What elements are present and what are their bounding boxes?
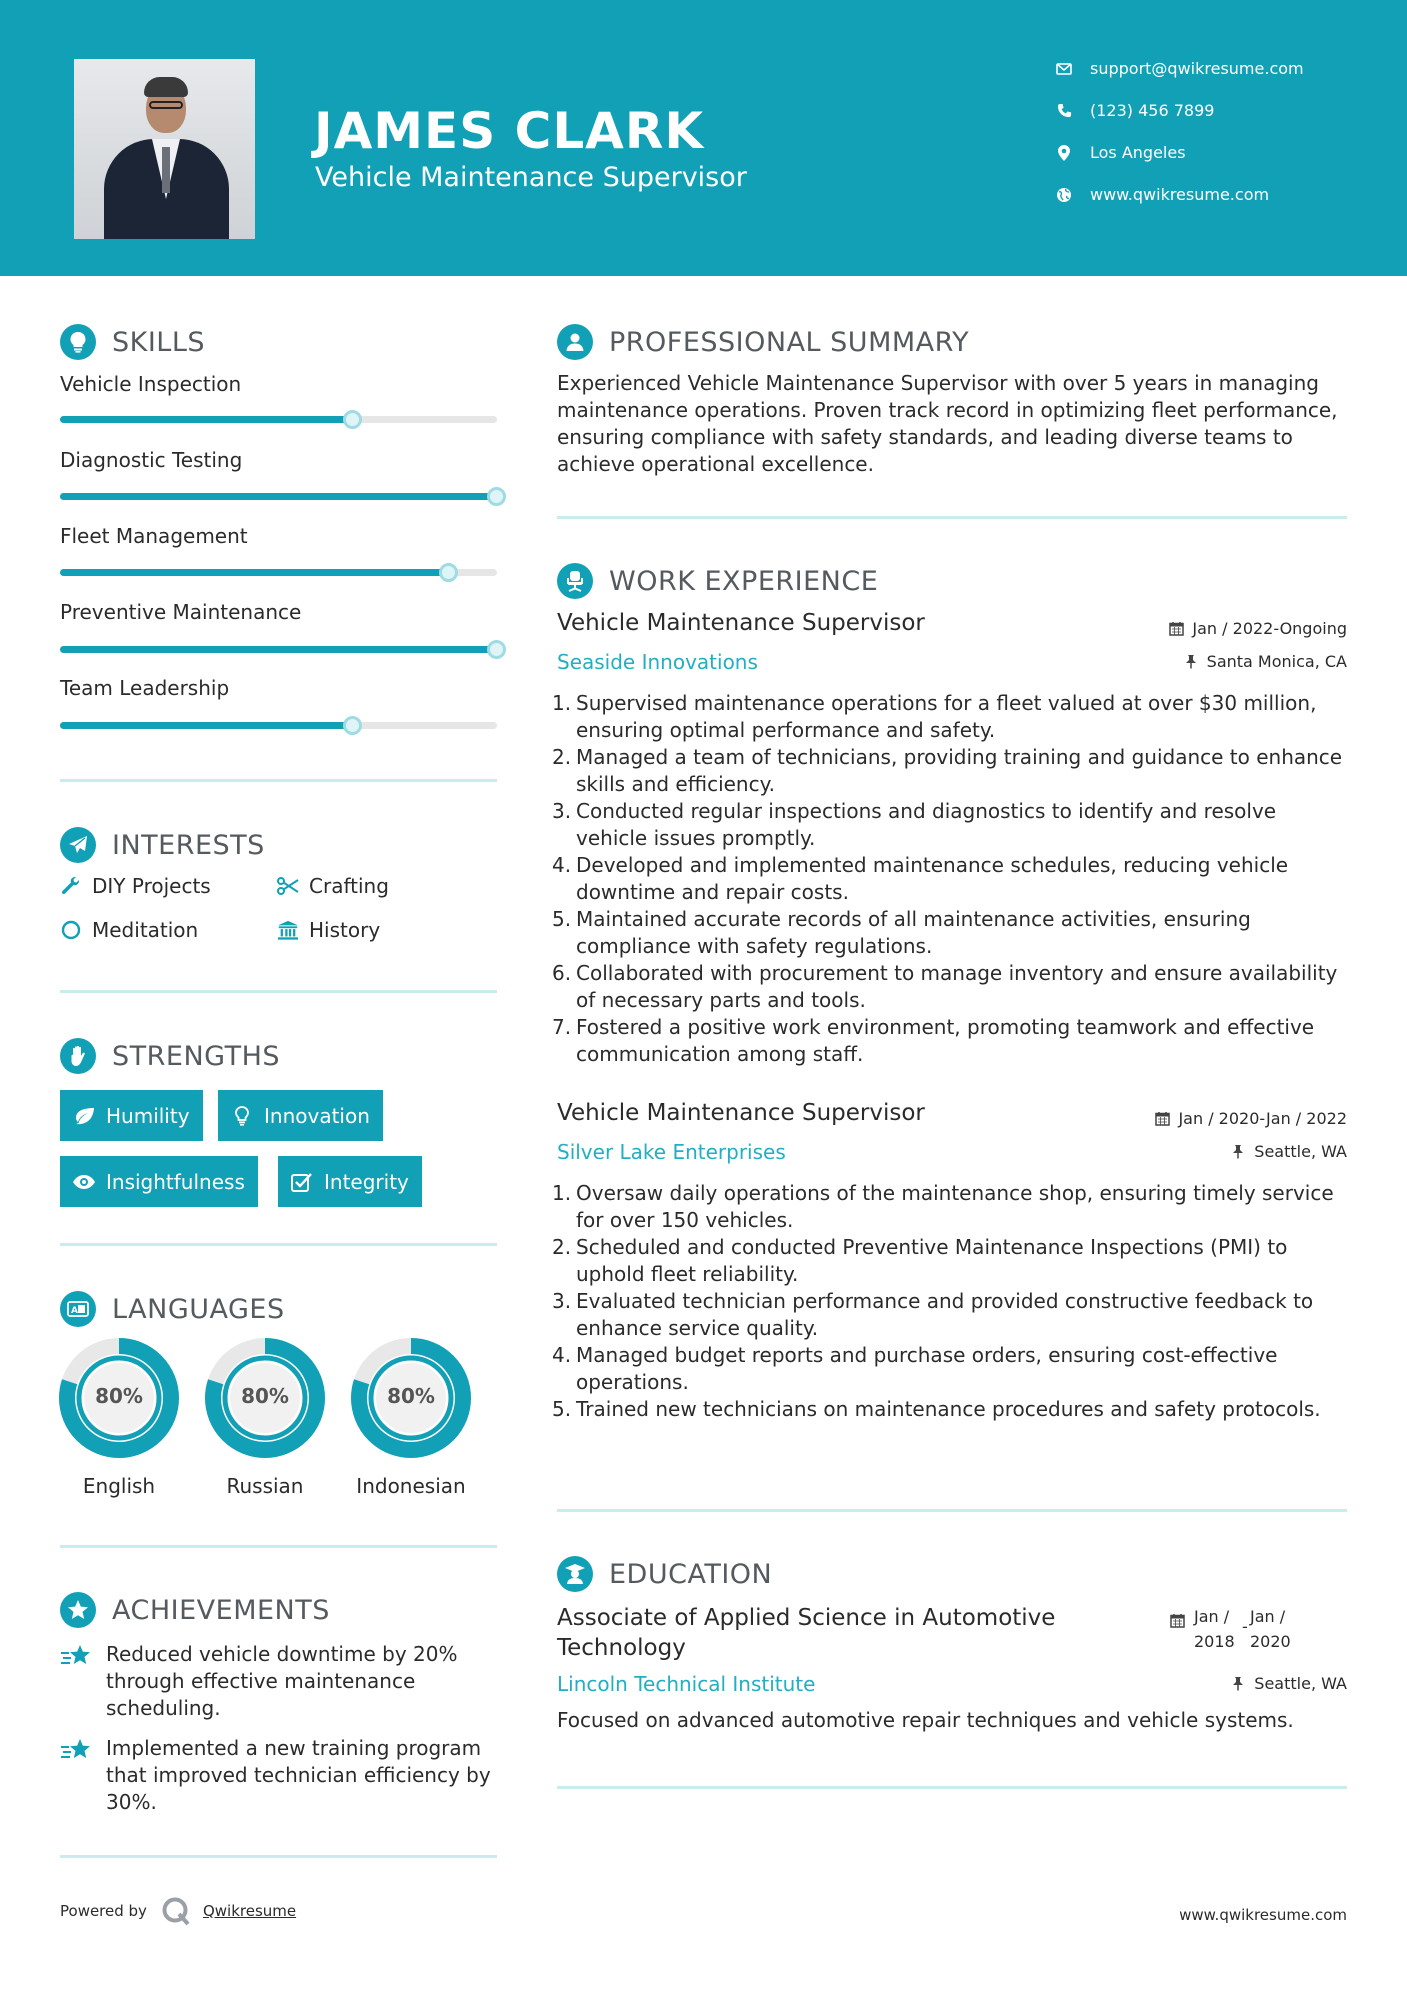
company-name: Silver Lake Enterprises <box>557 1140 786 1164</box>
contact-email[interactable] <box>1055 59 1304 78</box>
section-divider <box>557 516 1347 519</box>
job-title: Vehicle Maintenance Supervisor <box>557 1100 925 1126</box>
achievement-item: Implemented a new training program that improved technician efficiency by 30%. <box>60 1735 500 1816</box>
contact-phone[interactable] <box>1055 101 1214 120</box>
skill-bar <box>60 569 497 576</box>
calendar-icon <box>1168 621 1184 637</box>
education-heading: EDUCATION <box>557 1556 772 1592</box>
translate-icon <box>60 1291 96 1327</box>
qwikresume-link[interactable]: Qwikresume <box>202 1902 297 1920</box>
language-label: Russian <box>226 1474 304 1498</box>
list-item: 2. Scheduled and conducted Preventive Maintenance Inspections (PMI) to uphold fleet reliability. <box>552 1235 1288 1286</box>
job-title: Vehicle Maintenance Supervisor <box>557 610 925 636</box>
wrench-icon <box>60 875 82 897</box>
language-percent: 80% <box>387 1384 435 1408</box>
job-dates: Jan / 2020-Jan / 2022 <box>1154 1109 1347 1128</box>
contact-phone-text: (123) 456 7899 <box>1090 101 1215 120</box>
language-percent: 80% <box>95 1384 143 1408</box>
skill-bar-fill <box>60 569 449 576</box>
skill-bar <box>60 416 497 423</box>
list-item: 4. Developed and implemented maintenance schedules, reducing vehicle downtime and repair costs. <box>552 853 1289 904</box>
calendar-icon <box>1154 1111 1170 1127</box>
checkbox-icon <box>290 1170 314 1194</box>
skill-label: Fleet Management <box>60 524 248 548</box>
education-description: Focused on advanced automotive repair techniques and vehicle systems. <box>557 1708 1294 1732</box>
candidate-title: Vehicle Maintenance Supervisor <box>315 162 747 193</box>
list-item: 3. Conducted regular inspections and diagnostics to identify and resolve vehicle issues promptly. <box>552 799 1277 850</box>
candidate-name: JAMES CLARK <box>314 102 705 160</box>
list-item: 1. Supervised maintenance operations for a fleet valued at over $30 million, ensuring optimal performance and safety. <box>552 691 1317 742</box>
achievement-item: Reduced vehicle downtime by 20% through effective maintenance scheduling. <box>60 1641 500 1722</box>
skill-bar-knob <box>343 716 362 735</box>
section-divider <box>557 1786 1347 1789</box>
section-divider <box>60 1243 497 1246</box>
experience-heading: WORK EXPERIENCE <box>557 563 878 599</box>
skill-bar-fill <box>60 646 497 653</box>
summary-heading: PROFESSIONAL SUMMARY <box>557 324 969 360</box>
graduate-icon <box>557 1556 593 1592</box>
location-pin-icon <box>1055 144 1073 162</box>
skill-label: Team Leadership <box>60 676 230 700</box>
skill-bar-fill <box>60 416 353 423</box>
calendar-icon <box>1170 1613 1186 1629</box>
star-badge-icon <box>60 1592 96 1628</box>
skill-bar <box>60 646 497 653</box>
list-item: 5. Trained new technicians on maintenance procedures and safety protocols. <box>552 1397 1321 1421</box>
skill-bar-knob <box>343 410 362 429</box>
strength-tag: Integrity <box>278 1156 422 1207</box>
education-dates: Jan / 2018 - Jan / 2020 <box>1170 1604 1291 1654</box>
skill-bar-knob <box>487 487 506 506</box>
interest-item: Meditation <box>60 918 198 942</box>
skill-label: Preventive Maintenance <box>60 600 302 624</box>
user-icon <box>557 324 593 360</box>
list-item: 2. Managed a team of technicians, providing training and guidance to enhance skills and efficiency. <box>552 745 1343 796</box>
degree-title: Associate of Applied Science in Automotive Technology <box>557 1605 1056 1661</box>
shooting-star-icon <box>60 1735 92 1767</box>
pushpin-icon <box>1230 1676 1246 1692</box>
interest-item: Crafting <box>277 874 389 898</box>
contact-email-text: support@qwikresume.com <box>1090 59 1304 78</box>
language-donut <box>351 1338 471 1458</box>
lightbulb-icon <box>230 1104 254 1128</box>
contact-website[interactable] <box>1055 185 1269 204</box>
skills-heading: SKILLS <box>60 324 205 360</box>
interests-heading: INTERESTS <box>60 827 265 863</box>
list-item: 5. Maintained accurate records of all maintenance activities, ensuring compliance with safety regulations. <box>552 907 1251 958</box>
company-name: Seaside Innovations <box>557 650 758 674</box>
svg-text:A: A <box>71 1306 79 1316</box>
job-bullets <box>552 1180 1347 1423</box>
envelope-icon <box>1055 60 1073 78</box>
list-item: 1. Oversaw daily operations of the maintenance shop, ensuring timely service for over 150 vehicles. <box>552 1181 1334 1232</box>
list-item: 7. Fostered a positive work environment, promoting teamwork and effective communication among staff. <box>552 1015 1315 1066</box>
skill-bar-knob <box>439 563 458 582</box>
section-divider <box>60 1545 497 1548</box>
museum-icon <box>277 919 299 941</box>
skill-bar <box>60 493 497 500</box>
interest-item: History <box>277 918 380 942</box>
resume-header <box>0 0 1407 276</box>
skill-label: Vehicle Inspection <box>60 372 242 396</box>
footer-powered-by: Powered by Qwikresume <box>60 1896 296 1926</box>
skill-bar-fill <box>60 722 353 729</box>
qwikresume-logo-icon <box>161 1896 191 1926</box>
language-donut <box>59 1338 179 1458</box>
shooting-star-icon <box>60 1641 92 1673</box>
eye-icon <box>72 1170 96 1194</box>
interest-item: DIY Projects <box>60 874 211 898</box>
achievements-heading: ACHIEVEMENTS <box>60 1592 330 1628</box>
list-item: 6. Collaborated with procurement to manage inventory and ensure availability of necessary parts and tools. <box>552 961 1338 1012</box>
language-percent: 80% <box>241 1384 289 1408</box>
scissors-icon <box>277 875 299 897</box>
phone-icon <box>1055 102 1073 120</box>
languages-heading: A LANGUAGES <box>60 1291 285 1327</box>
skill-bar-fill <box>60 493 497 500</box>
contact-location <box>1055 143 1186 162</box>
section-divider <box>60 990 497 993</box>
job-bullets <box>552 690 1347 1068</box>
list-item: 3. Evaluated technician performance and provided constructive feedback to enhance service quality. <box>552 1289 1314 1340</box>
skill-bar <box>60 722 497 729</box>
language-donut <box>205 1338 325 1458</box>
strength-tag: Humility <box>60 1090 203 1141</box>
education-location: Seattle, WA <box>1230 1674 1347 1693</box>
skill-label: Diagnostic Testing <box>60 448 243 472</box>
school-name: Lincoln Technical Institute <box>557 1672 816 1696</box>
strength-tag: Insightfulness <box>60 1156 258 1207</box>
profile-photo <box>74 59 255 239</box>
lightbulb-icon <box>60 324 96 360</box>
contact-location-text: Los Angeles <box>1090 143 1186 162</box>
office-chair-icon <box>557 563 593 599</box>
list-item: 4. Managed budget reports and purchase orders, ensuring cost-effective operations. <box>552 1343 1278 1394</box>
section-divider <box>557 1509 1347 1512</box>
job-dates: Jan / 2022-Ongoing <box>1168 619 1347 638</box>
globe-icon <box>1055 186 1073 204</box>
leaf-icon <box>72 1104 96 1128</box>
paper-plane-icon <box>60 827 96 863</box>
strengths-heading: STRENGTHS <box>60 1038 280 1074</box>
strength-tag: Innovation <box>218 1090 383 1141</box>
pushpin-icon <box>1230 1144 1246 1160</box>
job-location: Seattle, WA <box>1230 1142 1347 1161</box>
language-label: English <box>82 1474 156 1498</box>
language-label: Indonesian <box>356 1474 466 1498</box>
footer-website[interactable]: www.qwikresume.com <box>1179 1906 1347 1924</box>
section-divider <box>60 779 497 782</box>
contact-website-text: www.qwikresume.com <box>1090 185 1270 204</box>
section-divider <box>60 1855 497 1858</box>
summary-text: Experienced Vehicle Maintenance Supervisor with over 5 years in managing maintenance operations. Proven track record in optimizing fleet performance, ensuring compliance with safety standards, and leading diverse teams to achieve operational excellence. <box>557 371 1338 476</box>
circle-icon <box>60 919 82 941</box>
pushpin-icon <box>1183 654 1199 670</box>
job-location: Santa Monica, CA <box>1183 652 1347 671</box>
raised-hand-icon <box>60 1038 96 1074</box>
skill-bar-knob <box>487 640 506 659</box>
